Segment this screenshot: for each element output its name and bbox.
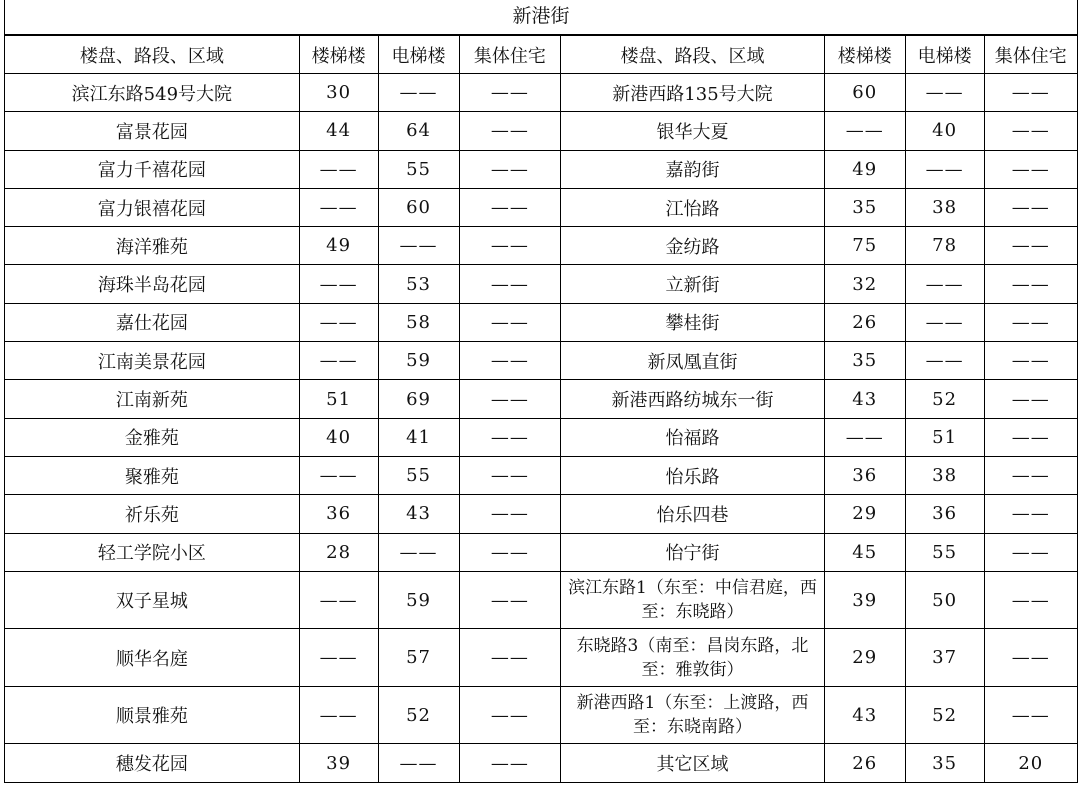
table-cell: 35 [824,188,905,226]
table-cell: 55 [378,456,459,494]
table-cell: 49 [824,150,905,188]
table-cell: —— [984,227,1077,265]
table-cell: —— [459,495,561,533]
table-cell: 嘉韵街 [561,150,825,188]
table-cell: 51 [905,418,984,456]
table-cell: —— [459,303,561,341]
table-cell: —— [459,456,561,494]
table-cell: 60 [824,74,905,112]
table-cell: 滨江东路549号大院 [5,74,300,112]
table-cell: —— [459,380,561,418]
table-cell: 顺景雅苑 [5,686,300,744]
table-cell: 怡宁街 [561,533,825,571]
table-cell: —— [378,74,459,112]
table-cell: 52 [905,380,984,418]
table-cell: 海珠半岛花园 [5,265,300,303]
table-cell: 58 [378,303,459,341]
table-cell: —— [459,74,561,112]
table-cell: —— [984,686,1077,744]
table-row [5,571,1078,629]
table-row [5,629,1078,687]
table-cell: —— [299,629,378,687]
table-row [5,265,1078,303]
table-cell: —— [299,686,378,744]
table-cell: —— [459,533,561,571]
table-cell: —— [299,265,378,303]
table-cell: 38 [905,456,984,494]
table-cell: 20 [984,744,1077,782]
table-cell: 37 [905,629,984,687]
table-cell: —— [378,533,459,571]
table-cell: 穗发花园 [5,744,300,782]
table-cell: —— [905,303,984,341]
spreadsheet [4,0,1078,783]
table-cell: 40 [299,418,378,456]
table-row [5,495,1078,533]
table-cell: 43 [824,686,905,744]
table-row [5,188,1078,226]
table-cell: 69 [378,380,459,418]
table-cell: —— [984,188,1077,226]
table-row [5,74,1078,112]
table-cell: —— [459,744,561,782]
table-cell: 滨江东路1（东至：中信君庭，西至：东晓路） [561,571,825,629]
table-cell: —— [378,744,459,782]
table-cell: 51 [299,380,378,418]
table-cell: 49 [299,227,378,265]
table-cell: —— [378,227,459,265]
table-cell: 江怡路 [561,188,825,226]
table-cell: 53 [378,265,459,303]
table-cell: 双子星城 [5,571,300,629]
table-cell: —— [459,686,561,744]
table-cell: 43 [378,495,459,533]
table-cell: —— [459,188,561,226]
col-header: 楼盘、路段、区域 [561,36,825,74]
table-cell: —— [459,265,561,303]
table-cell: 海洋雅苑 [5,227,300,265]
table-row [5,150,1078,188]
table-cell: —— [984,456,1077,494]
table-cell: —— [905,265,984,303]
table-cell: —— [905,74,984,112]
table-cell: 轻工学院小区 [5,533,300,571]
table-cell: 新凤凰直街 [561,342,825,380]
table-cell: 立新街 [561,265,825,303]
table-cell: 新港西路1（东至：上渡路，西至：东晓南路） [561,686,825,744]
table-cell: —— [984,418,1077,456]
table-cell: 52 [378,686,459,744]
table-cell: 32 [824,265,905,303]
table-cell: 江南新苑 [5,380,300,418]
table-cell: 银华大夏 [561,112,825,150]
table-cell: 36 [299,495,378,533]
table-row [5,456,1078,494]
col-header: 电梯楼 [905,36,984,74]
table-cell: 金纺路 [561,227,825,265]
table-cell: 75 [824,227,905,265]
table-cell: 28 [299,533,378,571]
table-cell: 39 [824,571,905,629]
table-cell: —— [905,342,984,380]
table-row [5,303,1078,341]
table-cell: 55 [378,150,459,188]
table-row [5,342,1078,380]
col-header: 楼梯楼 [299,36,378,74]
table-cell: 64 [378,112,459,150]
table-cell: 52 [905,686,984,744]
table-cell: 富景花园 [5,112,300,150]
table-cell: 其它区域 [561,744,825,782]
table-cell: —— [984,265,1077,303]
table-cell: 43 [824,380,905,418]
table-row [5,686,1078,744]
table-cell: —— [299,342,378,380]
housing-table [4,35,1078,783]
table-cell: —— [824,418,905,456]
table-cell: —— [459,112,561,150]
table-cell: —— [984,495,1077,533]
table-cell: 攀桂街 [561,303,825,341]
table-cell: 怡乐路 [561,456,825,494]
table-cell: 29 [824,629,905,687]
table-cell: 41 [378,418,459,456]
table-cell: 怡乐四巷 [561,495,825,533]
table-row [5,533,1078,571]
table-row [5,227,1078,265]
table-cell: —— [824,112,905,150]
col-header: 电梯楼 [378,36,459,74]
table-cell: 新港西路纺城东一街 [561,380,825,418]
table-cell: —— [459,150,561,188]
col-header: 楼盘、路段、区域 [5,36,300,74]
table-cell: —— [299,571,378,629]
table-cell: 35 [824,342,905,380]
table-cell: 29 [824,495,905,533]
table-cell: —— [984,380,1077,418]
table-cell: —— [984,112,1077,150]
table-cell: 金雅苑 [5,418,300,456]
table-cell: —— [984,571,1077,629]
table-cell: 富力银禧花园 [5,188,300,226]
table-cell: —— [984,629,1077,687]
table-cell: 59 [378,571,459,629]
table-cell: 36 [824,456,905,494]
table-cell: —— [984,342,1077,380]
col-header: 楼梯楼 [824,36,905,74]
table-cell: 40 [905,112,984,150]
table-cell: 富力千禧花园 [5,150,300,188]
table-cell: 怡福路 [561,418,825,456]
col-header: 集体住宅 [984,36,1077,74]
table-cell: 聚雅苑 [5,456,300,494]
table-cell: 39 [299,744,378,782]
table-cell: —— [984,533,1077,571]
table-cell: 新港西路135号大院 [561,74,825,112]
header-row [5,36,1078,74]
table-cell: 江南美景花园 [5,342,300,380]
table-cell: —— [984,74,1077,112]
table-cell: —— [459,418,561,456]
table-cell: 嘉仕花园 [5,303,300,341]
table-row [5,380,1078,418]
table-cell: 祈乐苑 [5,495,300,533]
table-cell: —— [299,303,378,341]
table-cell: —— [984,150,1077,188]
table-cell: —— [459,571,561,629]
table-cell: 55 [905,533,984,571]
table-cell: 50 [905,571,984,629]
table-cell: —— [905,150,984,188]
table-cell: 44 [299,112,378,150]
table-cell: —— [459,629,561,687]
table-row [5,744,1078,782]
table-cell: —— [459,342,561,380]
table-cell: 26 [824,303,905,341]
table-cell: 78 [905,227,984,265]
table-cell: 59 [378,342,459,380]
table-cell: 36 [905,495,984,533]
col-header: 集体住宅 [459,36,561,74]
table-cell: 35 [905,744,984,782]
table-row [5,112,1078,150]
table-cell: 30 [299,74,378,112]
sheet-title: 新港街 [4,0,1078,35]
table-cell: 26 [824,744,905,782]
table-cell: —— [984,303,1077,341]
table-cell: 东晓路3（南至：昌岗东路，北至：雅敦街） [561,629,825,687]
table-cell: 57 [378,629,459,687]
table-cell: 60 [378,188,459,226]
table-cell: 45 [824,533,905,571]
table-cell: —— [299,456,378,494]
table-cell: 38 [905,188,984,226]
table-cell: —— [299,188,378,226]
table-cell: —— [299,150,378,188]
table-cell: 顺华名庭 [5,629,300,687]
table-cell: —— [459,227,561,265]
table-row [5,418,1078,456]
